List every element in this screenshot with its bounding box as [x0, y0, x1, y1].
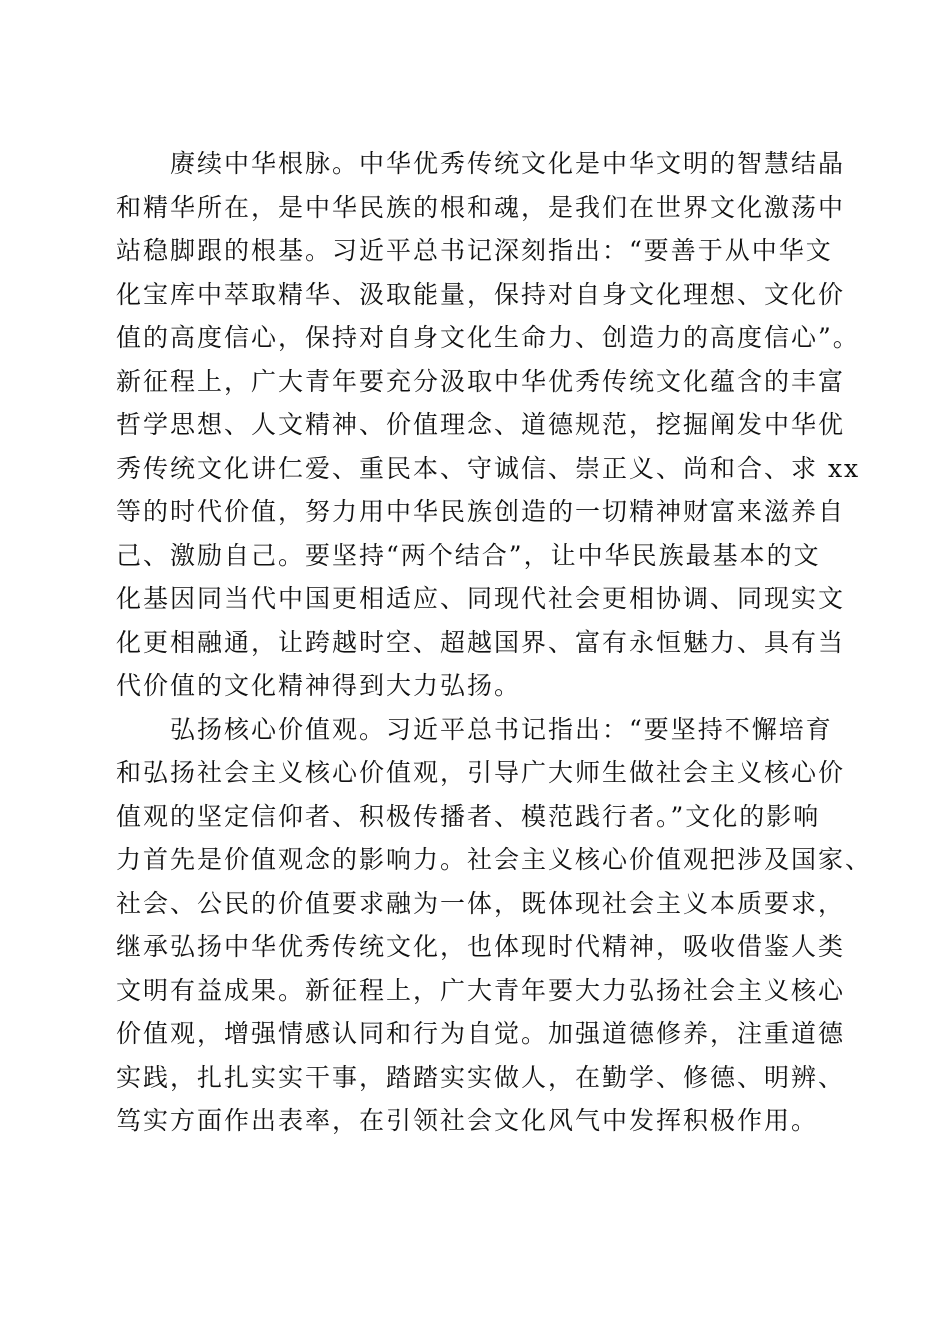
text-line: 价值观，增强情感认同和行为自觉。加强道德修养，注重道德 — [116, 1019, 846, 1048]
text-line: 站稳脚跟的根基。习近平总书记深刻指出：“要善于从中华文 — [116, 236, 833, 265]
text-line: 化基因同当代中国更相适应、同现代社会更相协调、同现实文 — [116, 584, 846, 613]
text-line: 社会、公民的价值要求融为一体，既体现社会主义本质要求， — [116, 888, 846, 918]
text-line: 化更相融通，让跨越时空、超越国界、富有永恒魅力、具有当 — [116, 627, 846, 657]
text-line: 己、激励自己。要坚持“两个结合”，让中华民族最基本的文 — [116, 540, 821, 570]
text-line: 值观的坚定信仰者、积极传播者、模范践行者。”文化的影响 — [116, 801, 821, 831]
text-line: 代价值的文化精神得到大力弘扬。 — [116, 671, 522, 700]
document-body — [116, 142, 873, 1143]
paragraph-heritage — [116, 142, 861, 708]
text-line: 等的时代价值，努力用中华民族创造的一切精神财富来滋养自 — [116, 497, 846, 526]
text-line: 继承弘扬中华优秀传统文化，也体现时代精神，吸收借鉴人类 — [116, 932, 846, 961]
text-line: 哲学思想、人文精神、价值理念、道德规范，挖掘阐发中华优 — [116, 410, 846, 439]
text-line: 新征程上，广大青年要充分汲取中华优秀传统文化蕴含的丰富 — [116, 366, 846, 396]
text-line: 值的高度信心，保持对自身文化生命力、创造力的高度信心”。 — [116, 323, 860, 352]
text-line: 实践，扎扎实实干事，踏踏实实做人，在勤学、修德、明辨、 — [116, 1062, 846, 1092]
text-line: 力首先是价值观念的影响力。社会主义核心价值观把涉及国家、 — [116, 845, 873, 874]
text-line: 弘扬核心价值观。习近平总书记指出：“要坚持不懈培育 — [170, 714, 833, 744]
text-line: 秀传统文化讲仁爱、重民本、守诚信、崇正义、尚和合、求 xx — [116, 453, 861, 483]
text-line: 笃实方面作出表率，在引领社会文化风气中发挥积极作用。 — [116, 1106, 819, 1135]
text-line: 文明有益成果。新征程上，广大青年要大力弘扬社会主义核心 — [116, 975, 846, 1005]
paragraph-core-values — [116, 708, 873, 1143]
text-line: 化宝库中萃取精华、汲取能量，保持对自身文化理想、文化价 — [116, 279, 846, 309]
text-line: 和精华所在，是中华民族的根和魂，是我们在世界文化激荡中 — [116, 192, 846, 222]
text-line: 和弘扬社会主义核心价值观，引导广大师生做社会主义核心价 — [116, 758, 846, 787]
text-line: 赓续中华根脉。中华优秀传统文化是中华文明的智慧结晶 — [170, 149, 846, 178]
